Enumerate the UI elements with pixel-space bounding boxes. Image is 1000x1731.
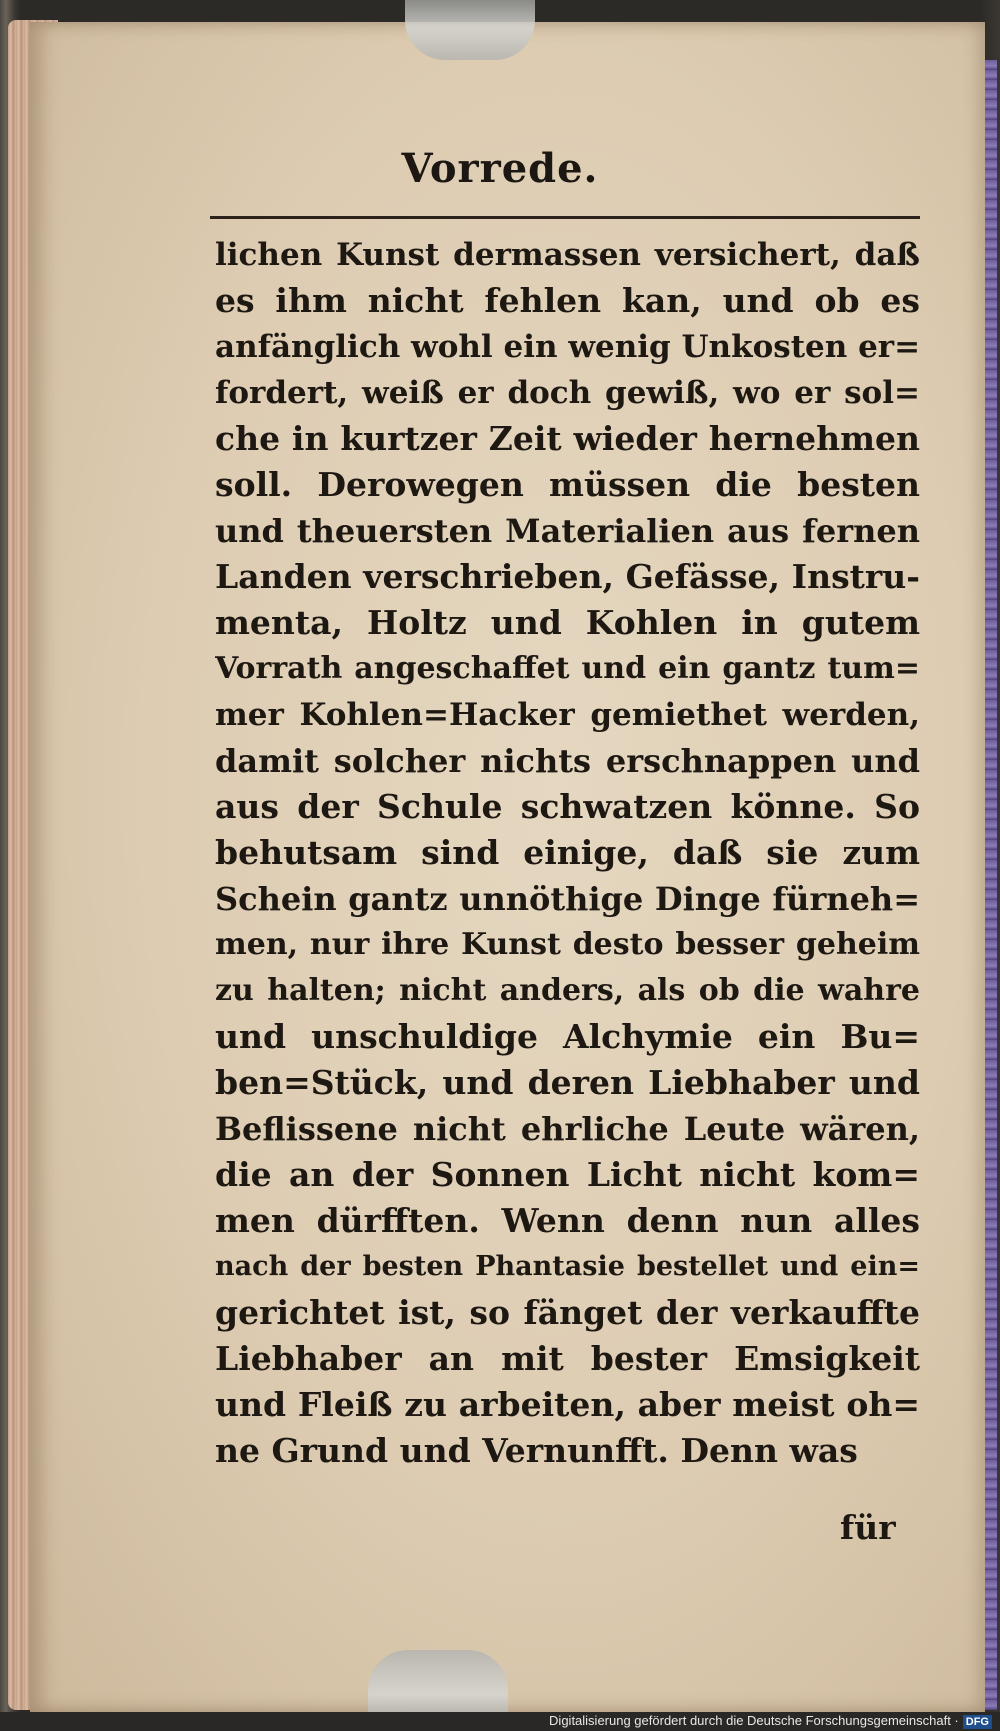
text-line: es ihm nicht fehlen kan, und ob es <box>215 281 920 320</box>
text-line: fordert, weiß er doch gewiß, wo er sol= <box>215 375 920 411</box>
catchword: für <box>840 1508 896 1547</box>
dfg-logo: DFG <box>963 1715 992 1729</box>
digitization-credit <box>549 1713 992 1729</box>
text-line: che in kurtzer Zeit wieder hernehmen <box>215 419 920 458</box>
text-line: Vorrath angeschaffet und ein gantz tum= <box>215 651 920 686</box>
text-line: und Fleiß zu arbeiten, aber meist oh= <box>215 1385 920 1424</box>
text-line: nach der besten Phantasie bestellet und ein= <box>215 1251 920 1282</box>
text-line: behutsam sind einige, daß sie zum <box>215 833 920 872</box>
text-line: lichen Kunst dermassen versichert, daß <box>215 237 920 273</box>
text-line: ben=Stück, und deren Liebhaber und <box>215 1063 920 1102</box>
text-line: ne Grund und Vernunfft. Denn was <box>215 1431 858 1470</box>
text-line: soll. Derowegen müssen die besten <box>215 465 920 504</box>
page-clip-top <box>405 0 535 60</box>
text-line: menta, Holtz und Kohlen in gutem <box>215 603 920 642</box>
text-line: men, nur ihre Kunst desto besser geheim <box>215 927 920 962</box>
body-text <box>215 232 920 1474</box>
text-line: Liebhaber an mit bester Emsigkeit <box>215 1339 920 1378</box>
text-line: anfänglich wohl ein wenig Unkosten er= <box>215 329 920 365</box>
text-line: Landen verschrieben, Gefässe, Instru- <box>215 557 920 596</box>
bookmark-ribbon <box>985 60 997 1710</box>
text-line: zu halten; nicht anders, als ob die wahre <box>215 973 920 1008</box>
text-line: Schein gantz unnöthige Dinge fürneh= <box>215 880 920 918</box>
text-line: und unschuldige Alchymie ein Bu= <box>215 1017 920 1056</box>
text-line: und theuersten Materialien aus fernen <box>215 512 920 550</box>
running-head: Vorrede. <box>401 145 599 192</box>
text-line: die an der Sonnen Licht nicht kom= <box>215 1155 920 1194</box>
text-line: damit solcher nichts erschnappen und <box>215 742 920 780</box>
text-line: aus der Schule schwatzen könne. So <box>215 787 920 826</box>
text-line: gerichtet ist, so fänget der verkauffte <box>215 1293 920 1332</box>
text-line: Beflissene nicht ehrliche Leute wären, <box>215 1110 920 1148</box>
text-line: mer Kohlen=Hacker gemiethet werden, <box>215 697 920 733</box>
credit-text: Digitalisierung gefördert durch die Deutsche Forschungsgemeinschaft · <box>549 1713 959 1728</box>
text-line: men dürfften. Wenn denn nun alles <box>215 1201 920 1240</box>
header-rule <box>210 216 920 219</box>
